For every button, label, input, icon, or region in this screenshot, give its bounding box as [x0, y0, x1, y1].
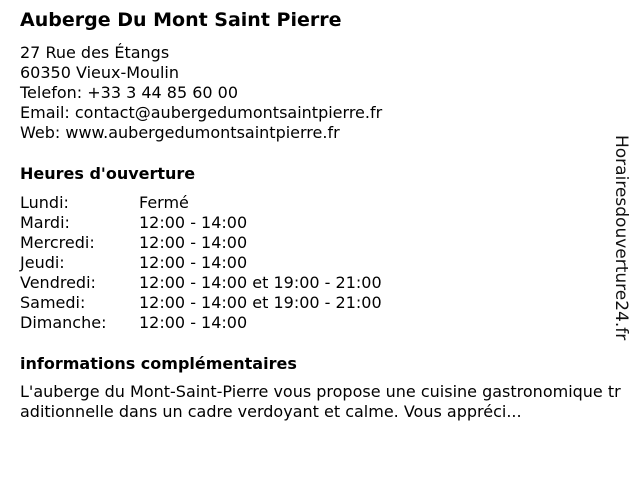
- hours-day: Dimanche:: [20, 313, 107, 332]
- info-heading: informations complémentaires: [20, 354, 297, 373]
- email-address: Email: contact@aubergedumontsaintpierre.fr: [20, 103, 383, 122]
- hours-time: 12:00 - 14:00: [139, 313, 248, 332]
- hours-day: Mercredi:: [20, 233, 95, 252]
- address-line-1: 27 Rue des Étangs: [20, 43, 170, 62]
- info-text: L'auberge du Mont-Saint-Pierre vous propose une cuisine gastronomique traditionnelle dans un cadre verdoyant et calme. Vous appréci...: [20, 382, 621, 421]
- hours-time: Fermé: [139, 193, 189, 212]
- address-line-2: 60350 Vieux-Moulin: [20, 63, 180, 82]
- hours-time: 12:00 - 14:00: [139, 233, 248, 252]
- hours-row: [20, 313, 382, 333]
- business-name: Auberge Du Mont Saint Pierre: [20, 9, 342, 31]
- hours-row: [20, 273, 382, 293]
- hours-row: [20, 253, 382, 273]
- hours-row: [20, 193, 382, 213]
- hours-time: 12:00 - 14:00 et 19:00 - 21:00: [139, 293, 382, 312]
- hours-time: 12:00 - 14:00: [139, 253, 248, 272]
- site-watermark: Horairesdouverture24.fr: [611, 135, 631, 341]
- hours-time: 12:00 - 14:00: [139, 213, 248, 232]
- hours-time: 12:00 - 14:00 et 19:00 - 21:00: [139, 273, 382, 292]
- website: Web: www.aubergedumontsaintpierre.fr: [20, 123, 340, 142]
- contact-block: [20, 43, 382, 143]
- hours-table: [20, 193, 382, 333]
- phone-number: Telefon: +33 3 44 85 60 00: [20, 83, 239, 102]
- hours-day: Jeudi:: [20, 253, 65, 272]
- hours-row: [20, 293, 382, 313]
- hours-day: Vendredi:: [20, 273, 96, 292]
- hours-day: Lundi:: [20, 193, 69, 212]
- hours-row: [20, 233, 382, 253]
- hours-row: [20, 213, 382, 233]
- hours-day: Mardi:: [20, 213, 70, 232]
- hours-heading: Heures d'ouverture: [20, 164, 196, 183]
- hours-day: Samedi:: [20, 293, 86, 312]
